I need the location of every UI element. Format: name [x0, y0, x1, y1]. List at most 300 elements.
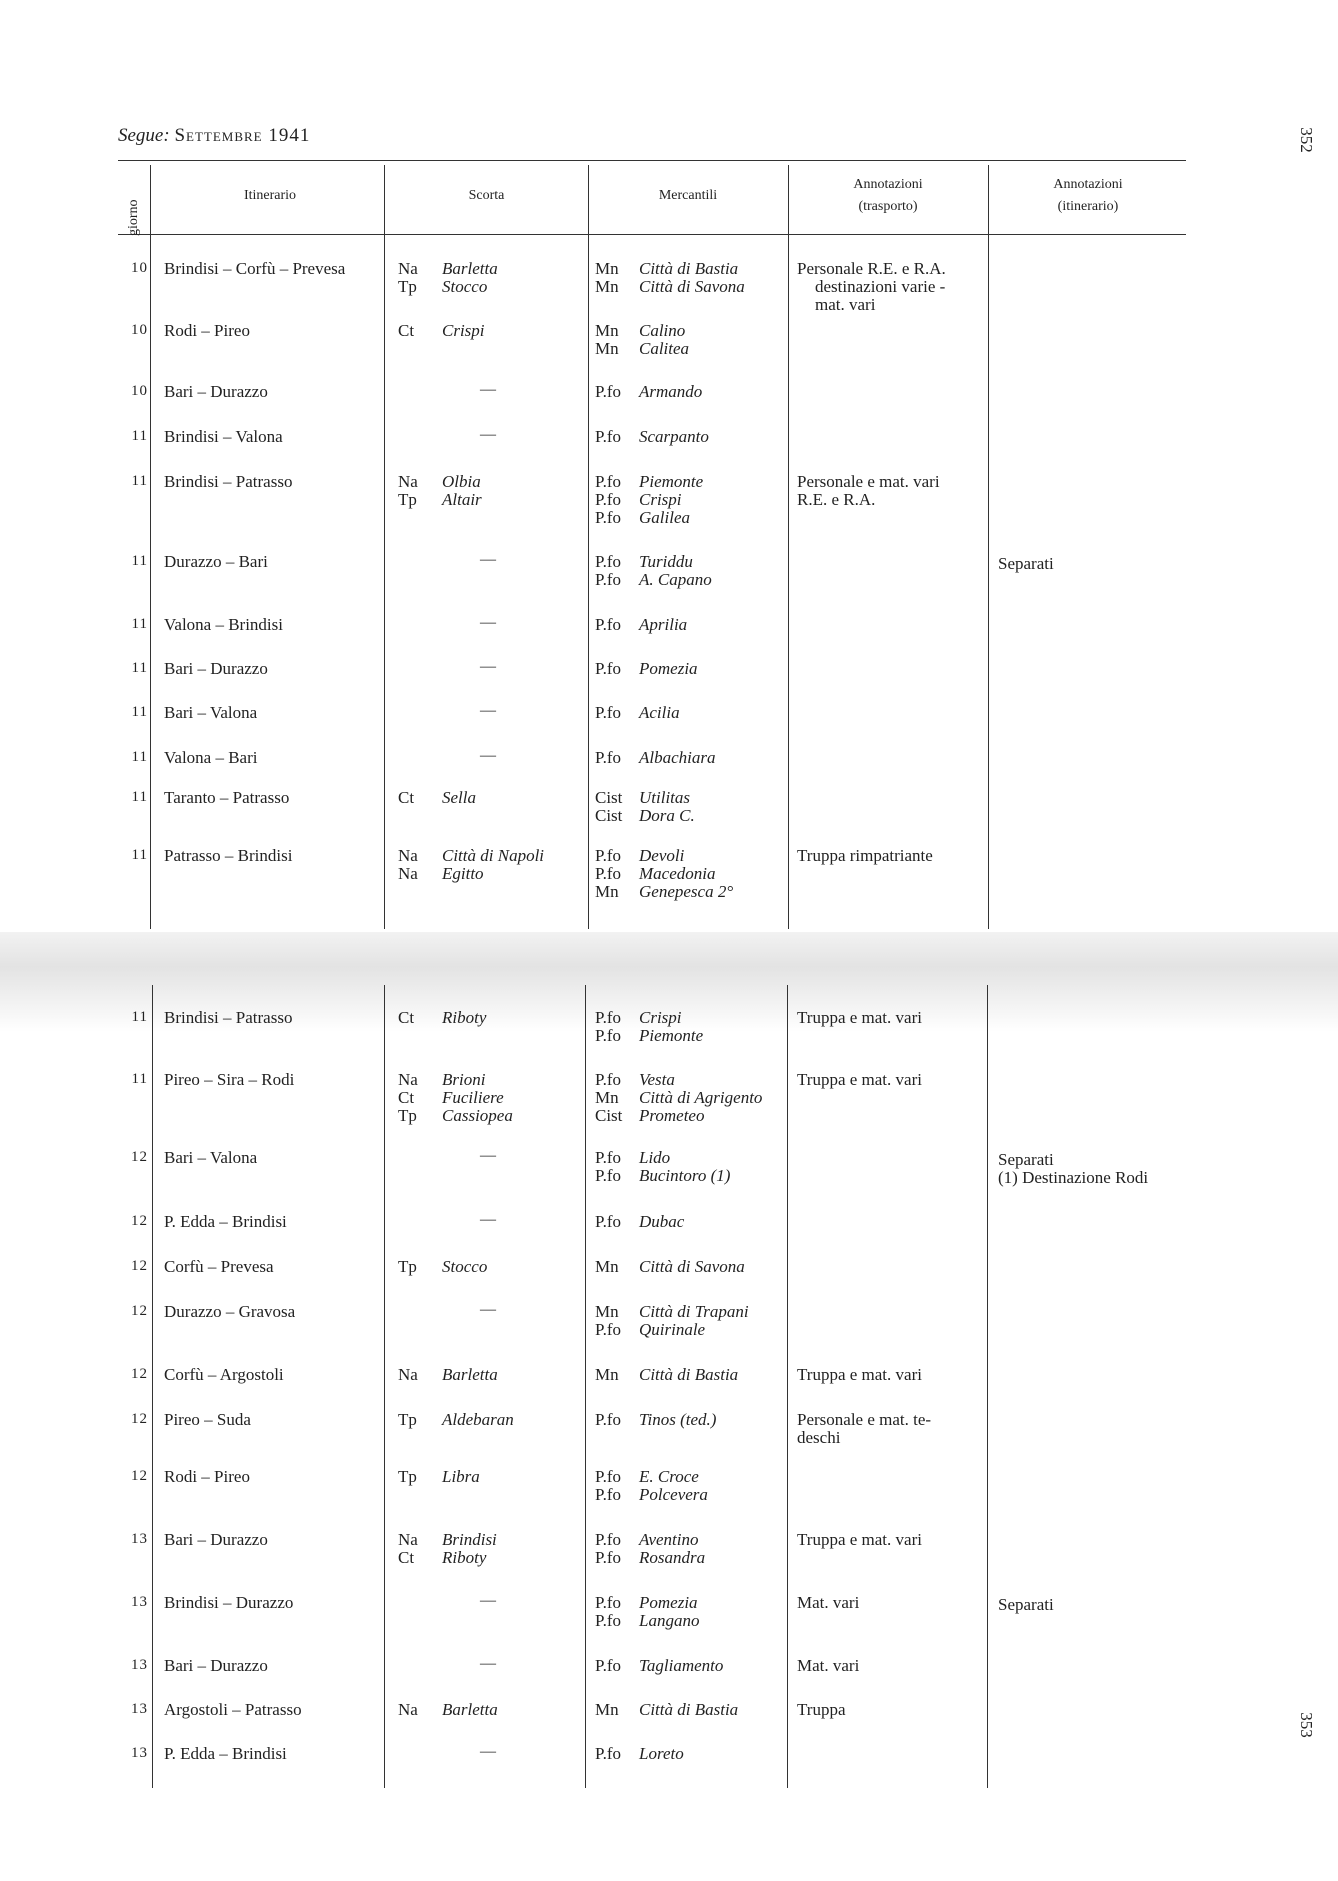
ship-name: Tinos (ted.)	[639, 1410, 717, 1429]
ship-type: P.fo	[595, 1744, 621, 1763]
annotation-line: Truppa	[797, 1700, 846, 1719]
row-day: 13	[131, 1701, 148, 1717]
row-merchants	[595, 1468, 708, 1504]
ship-type: P.fo	[595, 659, 621, 678]
escort-ship	[398, 865, 544, 883]
row-annotazioni-trasporto	[797, 1411, 931, 1447]
merchant-ship	[595, 1107, 762, 1125]
column-rule	[787, 985, 788, 1788]
no-escort-dash: —	[480, 1211, 496, 1228]
merchant-ship	[595, 1167, 730, 1185]
ship-name: Armando	[639, 382, 703, 401]
row-itinerary: Valona – Bari	[164, 748, 258, 767]
no-escort-dash: —	[480, 426, 496, 443]
ship-type: Mn	[595, 1257, 619, 1276]
ship-name: Città di Agrigento	[639, 1088, 763, 1107]
row-day: 11	[131, 704, 148, 720]
escort-ship	[398, 1089, 513, 1107]
ship-name: Sella	[442, 788, 476, 807]
merchant-ship	[595, 865, 733, 883]
merchant-ship	[595, 1612, 699, 1630]
column-rule	[788, 165, 789, 929]
row-day: 10	[131, 322, 148, 338]
ship-type: Mn	[595, 882, 619, 901]
row-merchants	[595, 847, 733, 901]
page-number-bottom: 353	[1296, 1712, 1316, 1738]
ship-type: P.fo	[595, 1593, 621, 1612]
ship-type: Mn	[595, 1302, 619, 1321]
ship-type: Tp	[398, 490, 417, 509]
row-itinerary: Durazzo – Bari	[164, 552, 268, 571]
ship-type: P.fo	[595, 427, 621, 446]
ship-name: Crispi	[639, 490, 682, 509]
row-itinerary: Bari – Durazzo	[164, 659, 268, 678]
ship-name: Città di Bastia	[639, 1700, 739, 1719]
escort-ship	[398, 1071, 513, 1089]
escort-ship	[398, 1411, 514, 1429]
ship-type: Mn	[595, 1700, 619, 1719]
merchant-ship	[595, 807, 695, 825]
ship-name: Barletta	[442, 1365, 498, 1384]
ship-type: Ct	[398, 321, 415, 340]
ship-type: P.fo	[595, 1485, 621, 1504]
row-day: 10	[131, 383, 148, 399]
merchant-ship	[595, 1258, 745, 1276]
row-day: 11	[131, 553, 148, 569]
row-itinerary: Rodi – Pireo	[164, 321, 250, 340]
ship-type: P.fo	[595, 1611, 621, 1630]
row-day: 11	[131, 616, 148, 632]
ship-name: Scarpanto	[639, 427, 709, 446]
ship-name: Olbia	[442, 472, 481, 491]
ship-type: P.fo	[595, 615, 621, 634]
ship-name: Loreto	[639, 1744, 684, 1763]
ship-name: Città di Savona	[639, 277, 745, 296]
ship-type: Tp	[398, 277, 417, 296]
column-header-annotazioni-itinerario-line2: (itinerario)	[1057, 199, 1119, 214]
ship-type: Na	[398, 1700, 418, 1719]
ship-name: Tagliamento	[639, 1656, 724, 1675]
merchant-ship	[595, 1549, 705, 1567]
column-header-itinerario: Itinerario	[243, 188, 297, 203]
merchant-ship	[595, 847, 733, 865]
no-escort-dash: —	[480, 381, 496, 398]
row-escort	[398, 1258, 487, 1276]
ship-type: P.fo	[595, 1467, 621, 1486]
header-bottom-rule	[118, 234, 1186, 235]
page-title-prefix: Segue:	[118, 125, 170, 146]
merchant-ship	[595, 428, 709, 446]
row-annotazioni-trasporto	[797, 1366, 922, 1384]
annotation-line: Truppa e mat. vari	[797, 1365, 922, 1384]
ship-type: Na	[398, 472, 418, 491]
row-merchants	[595, 1071, 762, 1125]
row-escort	[398, 789, 476, 807]
row-annotazioni-trasporto	[797, 1531, 922, 1549]
ship-type: P.fo	[595, 382, 621, 401]
ship-name: Acilia	[639, 703, 680, 722]
annotation-line: Truppa e mat. vari	[797, 1530, 922, 1549]
ship-type: Ct	[398, 1008, 415, 1027]
escort-ship	[398, 789, 476, 807]
row-annotazioni-trasporto	[797, 1657, 859, 1675]
row-annotazioni-trasporto	[797, 473, 940, 509]
merchant-ship	[595, 883, 733, 901]
row-escort	[398, 473, 482, 509]
ship-name: Aldebaran	[442, 1410, 514, 1429]
no-escort-dash: —	[480, 1147, 496, 1164]
row-day: 13	[131, 1657, 148, 1673]
ship-type: P.fo	[595, 1320, 621, 1339]
no-escort-dash: —	[480, 658, 496, 675]
escort-ship	[398, 1009, 486, 1027]
annotation-line: Truppa rimpatriante	[797, 846, 933, 865]
row-merchants	[595, 1149, 730, 1185]
ship-name: Dubac	[639, 1212, 685, 1231]
ship-type: Mn	[595, 321, 619, 340]
ship-name: Utilitas	[639, 788, 691, 807]
merchant-ship	[595, 340, 689, 358]
column-header-annotazioni-trasporto-line2: (trasporto)	[858, 199, 918, 214]
annotation-line: Truppa e mat. vari	[797, 1070, 922, 1089]
ship-name: Genepesca 2°	[639, 882, 734, 901]
merchant-ship	[595, 1486, 708, 1504]
row-itinerary: Bari – Valona	[164, 703, 258, 722]
escort-ship	[398, 1531, 497, 1549]
row-day: 11	[131, 473, 148, 489]
row-itinerary: Valona – Brindisi	[164, 615, 283, 634]
ship-type: P.fo	[595, 1410, 621, 1429]
ship-name: Galilea	[639, 508, 690, 527]
row-day: 11	[131, 749, 148, 765]
ship-type: Mn	[595, 1365, 619, 1384]
row-itinerary: Durazzo – Gravosa	[164, 1302, 296, 1321]
row-itinerary: Patrasso – Brindisi	[164, 846, 293, 865]
ship-type: P.fo	[595, 1008, 621, 1027]
ship-name: Lido	[639, 1148, 671, 1167]
ship-type: Cist	[595, 1106, 623, 1125]
merchant-ship	[595, 260, 745, 278]
escort-ship	[398, 1107, 513, 1125]
row-day: 12	[131, 1411, 148, 1427]
row-merchants	[595, 1366, 738, 1384]
ship-type: Na	[398, 1365, 418, 1384]
ship-name: Fuciliere	[442, 1088, 504, 1107]
no-escort-dash: —	[480, 702, 496, 719]
escort-ship	[398, 1549, 497, 1567]
row-merchants	[595, 749, 716, 767]
annotation-line: Personale e mat. te-	[797, 1410, 932, 1429]
page-title	[118, 125, 310, 147]
row-escort	[398, 847, 544, 883]
row-itinerary: Corfù – Argostoli	[164, 1365, 284, 1384]
escort-ship	[398, 322, 485, 340]
row-itinerary: Pireo – Sira – Rodi	[164, 1070, 295, 1089]
ship-name: Rosandra	[639, 1548, 706, 1567]
row-annotazioni-itinerario	[998, 1596, 1054, 1614]
ship-name: Barletta	[442, 1700, 498, 1719]
row-day: 11	[131, 1071, 148, 1087]
row-itinerary: Brindisi – Durazzo	[164, 1593, 294, 1612]
no-escort-dash: —	[480, 1301, 496, 1318]
row-merchants	[595, 428, 709, 446]
merchant-ship	[595, 1071, 762, 1089]
ship-type: P.fo	[595, 1548, 621, 1567]
ship-name: Città di Trapani	[639, 1302, 749, 1321]
row-annotazioni-itinerario	[998, 555, 1054, 573]
escort-ship	[398, 1701, 498, 1719]
row-day: 10	[131, 260, 148, 276]
merchant-ship	[595, 1594, 699, 1612]
ship-name: Pomezia	[639, 659, 698, 678]
ship-name: Brindisi	[442, 1530, 497, 1549]
no-escort-dash: —	[480, 1592, 496, 1609]
annotation-line: Personale R.E. e R.A.	[797, 259, 946, 278]
row-itinerary: Brindisi – Patrasso	[164, 1008, 293, 1027]
escort-ship	[398, 491, 482, 509]
ship-type: Mn	[595, 1088, 619, 1107]
escort-ship	[398, 1258, 487, 1276]
merchant-ship	[595, 1366, 738, 1384]
merchant-ship	[595, 660, 698, 678]
ship-name: Stocco	[442, 277, 488, 296]
row-escort	[398, 1531, 497, 1567]
ship-name: Quirinale	[639, 1320, 706, 1339]
ship-name: Brioni	[442, 1070, 486, 1089]
merchant-ship	[595, 789, 695, 807]
ship-type: Na	[398, 864, 418, 883]
ship-type: Ct	[398, 788, 415, 807]
merchant-ship	[595, 1027, 703, 1045]
row-itinerary: Rodi – Pireo	[164, 1467, 250, 1486]
row-annotazioni-trasporto	[797, 1701, 846, 1719]
ship-type: P.fo	[595, 1026, 621, 1045]
row-merchants	[595, 704, 680, 722]
page-title-month: Settembre 1941	[174, 125, 311, 146]
row-merchants	[595, 660, 698, 678]
row-merchants	[595, 1009, 703, 1045]
row-merchants	[595, 322, 689, 358]
row-merchants	[595, 1303, 749, 1339]
ship-name: Albachiara	[639, 748, 716, 767]
merchant-ship	[595, 1468, 708, 1486]
annotation-line: (1) Destinazione Rodi	[998, 1168, 1149, 1187]
row-day: 13	[131, 1745, 148, 1761]
ship-name: Città di Bastia	[639, 259, 739, 278]
row-merchants	[595, 383, 702, 401]
ship-type: Tp	[398, 1257, 417, 1276]
column-rule	[150, 165, 151, 929]
row-itinerary: Bari – Durazzo	[164, 382, 268, 401]
column-header-annotazioni-trasporto-line1: Annotazioni	[853, 177, 923, 192]
ship-name: Polcevera	[639, 1485, 708, 1504]
row-merchants	[595, 616, 687, 634]
no-escort-dash: —	[480, 614, 496, 631]
merchant-ship	[595, 1321, 749, 1339]
row-merchants	[595, 553, 712, 589]
merchant-ship	[595, 553, 712, 571]
ship-type: P.fo	[595, 490, 621, 509]
ship-name: Riboty	[442, 1008, 487, 1027]
ship-name: Crispi	[639, 1008, 682, 1027]
ship-name: Prometeo	[639, 1106, 705, 1125]
ship-name: Dora C.	[639, 806, 695, 825]
ship-type: Na	[398, 259, 418, 278]
ship-type: Na	[398, 1530, 418, 1549]
column-header-annotazioni-itinerario-line1: Annotazioni	[1053, 177, 1123, 192]
row-merchants	[595, 1657, 723, 1675]
ship-name: Aventino	[639, 1530, 699, 1549]
row-day: 12	[131, 1366, 148, 1382]
row-itinerary: Brindisi – Valona	[164, 427, 283, 446]
column-rule	[585, 985, 586, 1788]
annotation-line: R.E. e R.A.	[797, 490, 876, 509]
row-escort	[398, 1468, 480, 1486]
merchant-ship	[595, 704, 680, 722]
ship-type: Ct	[398, 1548, 415, 1567]
ship-name: Piemonte	[639, 1026, 704, 1045]
ship-type: Cist	[595, 806, 623, 825]
merchant-ship	[595, 571, 712, 589]
ship-type: Na	[398, 1070, 418, 1089]
ship-type: P.fo	[595, 1148, 621, 1167]
column-header-mercantili: Mercantili	[658, 188, 718, 203]
escort-ship	[398, 847, 544, 865]
row-annotazioni-trasporto	[797, 260, 946, 314]
merchant-ship	[595, 1303, 749, 1321]
annotation-line: mat. vari	[815, 295, 876, 314]
merchant-ship	[595, 1701, 738, 1719]
row-day: 12	[131, 1213, 148, 1229]
ship-type: Ct	[398, 1088, 415, 1107]
ship-type: Cist	[595, 788, 623, 807]
ship-type: Tp	[398, 1410, 417, 1429]
ship-type: P.fo	[595, 864, 621, 883]
row-itinerary: Brindisi – Patrasso	[164, 472, 293, 491]
ship-name: Calino	[639, 321, 686, 340]
row-annotazioni-trasporto	[797, 1071, 922, 1089]
merchant-ship	[595, 1213, 684, 1231]
ship-name: Città di Bastia	[639, 1365, 739, 1384]
row-escort	[398, 1009, 486, 1027]
ship-type: P.fo	[595, 1166, 621, 1185]
row-day: 13	[131, 1531, 148, 1547]
row-day: 11	[131, 1009, 148, 1025]
row-itinerary: Bari – Valona	[164, 1148, 258, 1167]
ship-name: A. Capano	[639, 570, 712, 589]
ship-name: Pomezia	[639, 1593, 698, 1612]
row-day: 11	[131, 847, 148, 863]
column-rule	[588, 165, 589, 929]
ship-type: Tp	[398, 1106, 417, 1125]
row-itinerary: P. Edda – Brindisi	[164, 1744, 287, 1763]
ship-type: P.fo	[595, 1212, 621, 1231]
column-rule	[987, 985, 988, 1788]
row-itinerary: Taranto – Patrasso	[164, 788, 290, 807]
merchant-ship	[595, 616, 687, 634]
ship-name: Langano	[639, 1611, 700, 1630]
row-annotazioni-trasporto	[797, 1009, 922, 1027]
merchant-ship	[595, 278, 745, 296]
column-rule	[988, 165, 989, 929]
escort-ship	[398, 473, 482, 491]
ship-type: P.fo	[595, 1070, 621, 1089]
row-day: 11	[131, 660, 148, 676]
ship-name: Aprilia	[639, 615, 688, 634]
merchant-ship	[595, 509, 703, 527]
column-rule	[384, 165, 385, 929]
no-escort-dash: —	[480, 1743, 496, 1760]
ship-name: Piemonte	[639, 472, 704, 491]
annotation-line: Personale e mat. vari	[797, 472, 940, 491]
row-annotazioni-trasporto	[797, 847, 933, 865]
ship-type: Mn	[595, 277, 619, 296]
row-merchants	[595, 1701, 738, 1719]
row-day: 12	[131, 1149, 148, 1165]
row-annotazioni-itinerario	[998, 1151, 1148, 1187]
ship-name: Barletta	[442, 259, 498, 278]
ship-name: Bucintoro (1)	[639, 1166, 731, 1185]
ship-type: P.fo	[595, 1530, 621, 1549]
merchant-ship	[595, 1411, 716, 1429]
annotation-line: Separati	[998, 1150, 1054, 1169]
row-escort	[398, 1411, 514, 1429]
ship-name: Altair	[442, 490, 482, 509]
ship-name: Calitea	[639, 339, 690, 358]
escort-ship	[398, 1366, 498, 1384]
merchant-ship	[595, 1089, 762, 1107]
row-merchants	[595, 1531, 705, 1567]
row-merchants	[595, 473, 703, 527]
escort-ship	[398, 278, 498, 296]
column-header-annotazioni-trasporto	[788, 174, 988, 218]
annotation-line: Mat. vari	[797, 1656, 860, 1675]
ship-name: Città di Napoli	[442, 846, 545, 865]
row-day: 11	[131, 428, 148, 444]
ship-name: Cassiopea	[442, 1106, 513, 1125]
ship-type: Tp	[398, 1467, 417, 1486]
annotation-line: Truppa e mat. vari	[797, 1008, 922, 1027]
ship-name: Libra	[442, 1467, 480, 1486]
ship-type: P.fo	[595, 846, 621, 865]
ship-type: P.fo	[595, 748, 621, 767]
column-rule	[384, 985, 385, 1788]
row-escort	[398, 260, 498, 296]
merchant-ship	[595, 491, 703, 509]
column-header-giorno-label: giorno	[126, 199, 141, 236]
row-merchants	[595, 789, 695, 825]
row-itinerary: Argostoli – Patrasso	[164, 1700, 302, 1719]
column-header-giorno	[126, 139, 142, 236]
merchant-ship	[595, 383, 702, 401]
ship-type: P.fo	[595, 570, 621, 589]
ship-type: Mn	[595, 339, 619, 358]
merchant-ship	[595, 322, 689, 340]
row-day: 12	[131, 1468, 148, 1484]
no-escort-dash: —	[480, 551, 496, 568]
row-escort	[398, 322, 485, 340]
ship-name: Riboty	[442, 1548, 487, 1567]
ship-name: Città di Savona	[639, 1257, 745, 1276]
ship-type: P.fo	[595, 472, 621, 491]
row-merchants	[595, 1594, 699, 1630]
row-itinerary: Bari – Durazzo	[164, 1530, 268, 1549]
merchant-ship	[595, 473, 703, 491]
row-itinerary: P. Edda – Brindisi	[164, 1212, 287, 1231]
merchant-ship	[595, 1531, 705, 1549]
row-day: 12	[131, 1258, 148, 1274]
escort-ship	[398, 260, 498, 278]
